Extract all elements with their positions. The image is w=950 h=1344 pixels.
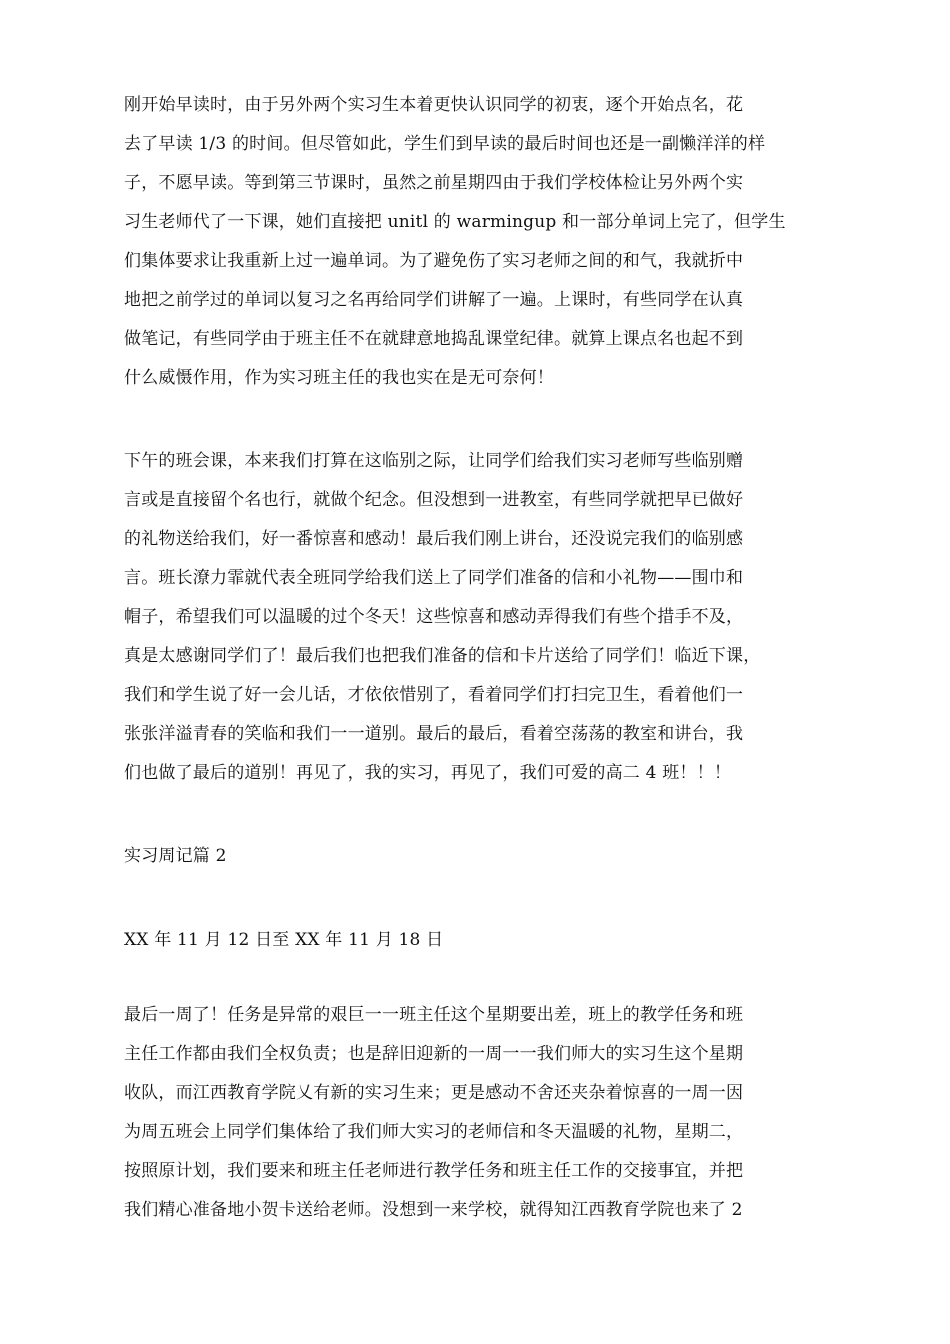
paragraph-1-line: 习生老师代了一下课，她们直接把 unitl 的 warmingup 和一部分单词上完了，但学生 [124,212,786,232]
paragraph-3-line: 最后一周了！任务是异常的艰巨一一班主任这个星期要出差，班上的教学任务和班 [124,1005,744,1025]
section-heading: 实习周记篇 2 [124,846,227,866]
paragraph-1-line: 什么威慑作用，作为实习班主任的我也实在是无可奈何！ [124,368,554,388]
paragraph-3-line: 主任工作都由我们全权负责；也是辞旧迎新的一周一一我们师大的实习生这个星期 [124,1044,744,1064]
paragraph-1-line: 子，不愿早读。等到第三节课时，虽然之前星期四由于我们学校体检让另外两个实 [124,173,744,193]
paragraph-2-line: 张张洋溢青春的笑临和我们一一道别。最后的最后，看着空荡荡的教室和讲台，我 [124,724,744,744]
paragraph-2-line: 帽子，希望我们可以温暖的过个冬天！这些惊喜和感动弄得我们有些个措手不及， [124,607,744,627]
paragraph-2-line: 的礼物送给我们，好一番惊喜和感动！最后我们刚上讲台，还没说完我们的临别感 [124,529,744,549]
paragraph-1-line: 做笔记，有些同学由于班主任不在就肆意地捣乱课堂纪律。就算上课点名也起不到 [124,329,744,349]
paragraph-3-line: 按照原计划，我们要来和班主任老师进行教学任务和班主任工作的交接事宜，并把 [124,1161,744,1181]
paragraph-2-line: 真是太感谢同学们了！最后我们也把我们准备的信和卡片送给了同学们！临近下课， [124,646,761,666]
paragraph-1-line: 去了早读 1/3 的时间。但尽管如此，学生们到早读的最后时间也还是一副懒洋洋的样 [124,134,766,154]
paragraph-3-line: 我们精心准备地小贺卡送给老师。没想到一来学校，就得知江西教育学院也来了 2 [124,1200,743,1220]
paragraph-2-line: 言。班长潦力霏就代表全班同学给我们送上了同学们准备的信和小礼物——围巾和 [124,568,744,588]
paragraph-1-line: 们集体要求让我重新上过一遍单词。为了避免伤了实习老师之间的和气，我就折中 [124,251,744,271]
paragraph-2-line: 我们和学生说了好一会儿话，才依依惜别了，看着同学们打扫完卫生，看着他们一 [124,685,744,705]
paragraph-2-line: 言或是直接留个名也行，就做个纪念。但没想到一进教室，有些同学就把早已做好 [124,490,744,510]
paragraph-2-line: 下午的班会课，本来我们打算在这临别之际，让同学们给我们实习老师写些临别赠 [124,451,744,471]
paragraph-1-line: 刚开始早读时，由于另外两个实习生本着更快认识同学的初衷，逐个开始点名，花 [124,95,744,115]
paragraph-2-line: 们也做了最后的道别！再见了，我的实习，再见了，我们可爱的高二 4 班！！！ [124,763,732,783]
date-range: XX 年 11 月 12 日至 XX 年 11 月 18 日 [124,930,444,950]
paragraph-1-line: 地把之前学过的单词以复习之名再给同学们讲解了一遍。上课时，有些同学在认真 [124,290,744,310]
paragraph-3-line: 为周五班会上同学们集体给了我们师大实习的老师信和冬天温暖的礼物，星期二， [124,1122,744,1142]
paragraph-3-line: 收队，而江西教育学院乂有新的实习生来；更是感动不舍还夹杂着惊喜的一周一因 [124,1083,744,1103]
